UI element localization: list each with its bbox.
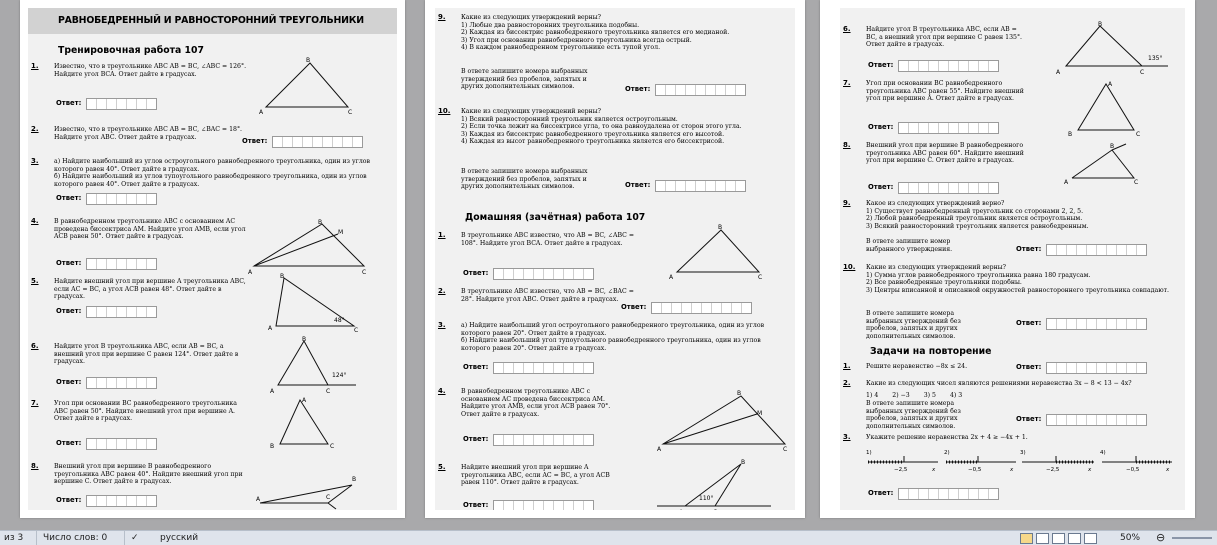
svg-text:M: M xyxy=(757,410,763,417)
triangle-exterior-b-figure xyxy=(256,463,366,510)
svg-text:A: A xyxy=(256,496,261,503)
answer-field[interactable]: Ответ: xyxy=(621,302,752,314)
answer-field[interactable]: Ответ: xyxy=(463,434,594,446)
svg-text:−2,5: −2,5 xyxy=(894,467,908,473)
svg-text:A: A xyxy=(1108,81,1113,88)
answer-field[interactable]: Ответ: xyxy=(242,136,363,148)
svg-text:C: C xyxy=(1136,131,1141,138)
svg-text:B: B xyxy=(1098,21,1103,28)
number-line-3 xyxy=(1020,450,1094,473)
svg-text:M: M xyxy=(338,229,344,236)
svg-text:B: B xyxy=(270,443,275,450)
answer-field[interactable]: Ответ: xyxy=(868,122,999,134)
triangle-figure xyxy=(665,224,765,282)
reading-view-icon[interactable] xyxy=(1036,533,1049,544)
svg-text:A: A xyxy=(1064,179,1069,186)
svg-text:x: x xyxy=(1166,467,1170,473)
svg-text:B: B xyxy=(306,57,311,64)
svg-text:B: B xyxy=(302,336,307,343)
answer-field[interactable]: Ответ: xyxy=(56,98,157,110)
number-line-options xyxy=(866,446,1176,476)
answer-field[interactable]: Ответ: xyxy=(56,438,157,450)
answer-field[interactable]: Ответ: xyxy=(56,377,157,389)
svg-text:2): 2) xyxy=(944,450,950,456)
answer-field[interactable]: Ответ: xyxy=(1016,414,1147,426)
language-indicator[interactable]: русский xyxy=(160,533,199,543)
svg-text:135°: 135° xyxy=(1148,55,1163,62)
answer-field[interactable]: Ответ: xyxy=(1016,244,1147,256)
svg-text:110°: 110° xyxy=(699,495,714,502)
answer-field[interactable]: Ответ: xyxy=(868,488,999,500)
svg-text:A: A xyxy=(657,446,662,452)
spellcheck-icon[interactable]: ✓ xyxy=(124,531,139,545)
triangle-exterior-b-figure xyxy=(1062,142,1172,188)
answer-field[interactable]: Ответ: xyxy=(1016,318,1147,330)
svg-text:B: B xyxy=(352,476,357,483)
section-title: Тренировочная работа 107 xyxy=(58,45,204,56)
print-layout-icon[interactable] xyxy=(1020,533,1033,544)
triangle-base-figure xyxy=(1066,80,1156,140)
svg-text:C: C xyxy=(713,509,718,516)
svg-text:x: x xyxy=(1088,467,1092,473)
number-line-4 xyxy=(1100,450,1172,473)
web-layout-icon[interactable] xyxy=(1052,533,1065,544)
svg-text:A: A xyxy=(1056,69,1061,76)
svg-text:C: C xyxy=(1140,69,1145,76)
svg-text:C: C xyxy=(348,109,353,116)
answer-field[interactable]: Ответ: xyxy=(56,495,157,507)
svg-text:B: B xyxy=(741,459,746,466)
svg-text:C: C xyxy=(330,443,335,450)
svg-text:A: A xyxy=(248,269,253,276)
triangle-bisector-figure xyxy=(246,218,371,276)
svg-text:B: B xyxy=(280,273,285,280)
svg-text:C: C xyxy=(326,388,331,395)
svg-text:A: A xyxy=(270,388,275,395)
answer-field[interactable]: Ответ: xyxy=(463,362,594,374)
document-page-1: РАВНОБЕДРЕННЫЙ И РАВНОСТОРОННИЙ ТРЕУГОЛЬНИКИ Тренировочная работа 107 1. Известно, что в треугольнике ABC AB = BC, ∠ABC = 126°. Найдите угол BCA. Ответ дайте в градусах. Ответ: B A C 2. Известно, что в треугольнике ABC AB = BC, ∠BAC = 18°. Найдите угол ABC. Ответ дайте в градусах. Ответ: 3. а) Найдите наибольший из углов остроугольного равнобедренного треугольника, один из углов которого равен 40°. Ответ дайте в градусах. б) Найдите наибольший из углов тупоугольного равнобедренного треугольника, один из углов которого равен 40°. Ответ дайте в градусах. Ответ: 4. В равнобедренном треугольнике ABC с основанием AC проведена биссектриса AM. Найдите угол AMB, если угол ACB равен 50°. Ответ дайте в градусах. Ответ: B M A C 5. Найдите внешний угол при вершине A треугольника ABC, если AC = BC, а угол ACB равен 48°. Ответ дайте в градусах. Ответ: B A C 48° 6. Найдите угол B треугольника ABC, если AB = BC, а внешний угол при вершине C равен 124°. Ответ дайте в градусах. Ответ: B A C 124° 7. Угол при основании BC равнобедренного треугольника ABC равен 50°. Найдите внешний угол при вершине A. Ответ дайте в градусах. Ответ: A B C 8. Внешний угол при вершине B равнобедренного треугольника ABC равен 40°. Найдите внешний угол при вершине C. Ответ дайте в градусах. Ответ: B A C xyxy=(20,0,405,518)
answer-field[interactable]: Ответ: xyxy=(868,60,999,72)
svg-text:A: A xyxy=(302,397,307,404)
svg-text:x: x xyxy=(932,467,936,473)
svg-text:C: C xyxy=(758,274,763,281)
svg-text:4): 4) xyxy=(1100,450,1106,456)
triangle-exterior-110-figure xyxy=(655,458,775,516)
number-line-1 xyxy=(866,450,938,473)
svg-text:x: x xyxy=(1010,467,1014,473)
svg-text:−0,5: −0,5 xyxy=(968,467,982,473)
draft-view-icon[interactable] xyxy=(1084,533,1097,544)
svg-text:124°: 124° xyxy=(332,372,347,379)
svg-text:C: C xyxy=(1134,179,1139,186)
svg-text:C: C xyxy=(362,269,367,276)
triangle-exterior-angle-figure xyxy=(266,272,366,336)
status-bar xyxy=(0,530,1217,545)
zoom-level[interactable]: 50% xyxy=(1120,533,1141,543)
svg-text:−2,5: −2,5 xyxy=(1046,467,1060,473)
svg-text:C: C xyxy=(326,494,331,501)
zoom-out-icon[interactable]: ⊖ xyxy=(1156,531,1166,544)
svg-text:C: C xyxy=(354,327,359,334)
svg-text:−0,5: −0,5 xyxy=(1126,467,1140,473)
view-buttons xyxy=(1020,533,1097,544)
triangle-base-figure xyxy=(266,396,356,452)
svg-text:A: A xyxy=(259,109,264,116)
answer-field[interactable]: Ответ: xyxy=(56,193,157,205)
triangle-exterior-124-figure xyxy=(266,335,366,397)
svg-text:A: A xyxy=(268,325,273,332)
document-page-2: 9. Какие из следующих утверждений верны? 1) Любые два равносторонних треугольника подобны. 2) Каждая из биссектрис равнобедренного треугольника является его медианой. 3) Угол при основании равнобедренного треугольника всегда острый. 4) В каждом равнобедренном треугольнике есть тупой угол. В ответе запишите номера выбранных утверждений без пробелов, запятых и других дополнительных символов. Ответ: 10. Какие из следующих утверждений верны? 1) Всякий равносторонний треугольник является остроугольным. 2) Если точка лежит на биссектрисе угла, то она равноудалена от сторон этого угла. 3) Каждая из биссектрис равнобедренного треугольника является его высотой. 4) Каждая из высот равнобедренного треугольника является его биссектрисой. В ответе запишите номера выбранных утверждений без пробелов, запятых и других дополнительных символов. Ответ: Домашняя (зачётная) работа 107 1. В треугольнике ABC известно, что AB = BC, ∠ABC = 108°. Найдите угол BCA. Ответ дайте в градусах. Ответ: B A C 2. В треугольнике ABC известно, что AB = BC, ∠BAC = 28°. Найдите угол ABC. Ответ дайте в градусах. Ответ: 3. а) Найдите наибольший угол остроугольного равнобедренного треугольника, один из углов которого равен 20°. Ответ дайте в градусах. б) Найдите наибольший угол тупоугольного равнобедренного треугольника, один из углов которого равен 20°. Ответ дайте в градусах. Ответ: 4. В равнобедренном треугольнике ABC с основанием AC проведена биссектриса AM. Найдите угол AMB, если угол ACB равен 70°. Ответ дайте в градусах. Ответ: B M A C 5. Найдите внешний угол при вершине A треугольника ABC, если AC = BC, а угол ACB равен 110°. Ответ дайте в градусах. Ответ: B A C 110° xyxy=(425,0,805,518)
outline-view-icon[interactable] xyxy=(1068,533,1081,544)
svg-text:A: A xyxy=(679,509,684,516)
answer-field[interactable]: Ответ: xyxy=(1016,362,1147,374)
page-header: РАВНОБЕДРЕННЫЙ И РАВНОСТОРОННИЙ ТРЕУГОЛЬНИКИ xyxy=(28,8,397,34)
answer-field[interactable]: Ответ: xyxy=(625,84,746,96)
svg-text:48°: 48° xyxy=(334,317,345,324)
answer-field[interactable]: Ответ: xyxy=(463,500,594,510)
answer-field[interactable]: Ответ: xyxy=(56,258,157,270)
word-count[interactable]: Число слов: 0 xyxy=(36,531,107,545)
svg-text:A: A xyxy=(669,274,674,281)
svg-text:C: C xyxy=(783,446,788,452)
svg-text:3): 3) xyxy=(1020,450,1026,456)
svg-text:B: B xyxy=(737,390,742,397)
section-title: Задачи на повторение xyxy=(870,346,992,357)
answer-field[interactable]: Ответ: xyxy=(56,306,157,318)
number-line-2 xyxy=(944,450,1016,473)
svg-text:B: B xyxy=(1068,131,1073,138)
triangle-figure xyxy=(256,57,356,117)
triangle-exterior-135-figure xyxy=(1052,20,1172,80)
answer-field[interactable]: Ответ: xyxy=(868,182,999,194)
svg-text:B: B xyxy=(1110,143,1115,150)
svg-text:B: B xyxy=(318,219,323,226)
answer-field[interactable]: Ответ: xyxy=(463,268,594,280)
triangle-bisector-figure xyxy=(653,388,793,452)
answer-field[interactable]: Ответ: xyxy=(625,180,746,192)
svg-text:1): 1) xyxy=(866,450,872,456)
document-page-3: 6. Найдите угол B треугольника ABC, если AB = BC, а внешний угол при вершине C равен 135°. Ответ дайте в градусах. Ответ: B A C 135° 7. Угол при основании BC равнобедренного треугольника ABC равен 55°. Найдите внешний угол при вершине A. Ответ дайте в градусах. Ответ: A B C 8. Внешний угол при вершине B равнобедренного треугольника ABC равен 60°. Найдите внешний угол при вершине C. Ответ дайте в градусах. Ответ: B A C 9. Какое из следующих утверждений верно? 1) Существует равнобедренный треугольник со сторонами 2, 2, 5. 2) Любой равнобедренный треугольник является остроугольным. 3) Всякий равносторонний треугольник является равнобедренным. В ответе запишите номер выбранного утверждения. Ответ: 10. Какие из следующих утверждений верны? 1) Сумма углов равнобедренного треугольника равна 180 градусам. 2) Все равнобедренные треугольники подобны. 3) Центры вписанной и описанной окружностей равностороннего треугольника совпадают. В ответе запишите номера выбранных утверждений без пробелов, запятых и других дополнительных символов. Ответ: Задачи на повторение 1. Решите неравенство −8x ≤ 24. Ответ: 2. Какие из следующих чисел являются решениями неравенства 3x − 8 < 13 − 4x? 1) 4 2) −3 3) 5 4) 3 В ответе запишите номера выбранных утверждений без пробелов, запятых и других дополнительных символов. Ответ: 3. Укажите решение неравенства 2x + 4 ≥ −4x + 1. 1) −2,5 x 2) −0,5 x 3) −2,5 x 4) −0,5 x Ответ: xyxy=(820,0,1195,518)
page-count[interactable]: из 3 xyxy=(4,533,24,543)
zoom-slider[interactable] xyxy=(1172,537,1212,539)
section-title: Домашняя (зачётная) работа 107 xyxy=(465,212,646,223)
svg-text:B: B xyxy=(718,224,723,231)
